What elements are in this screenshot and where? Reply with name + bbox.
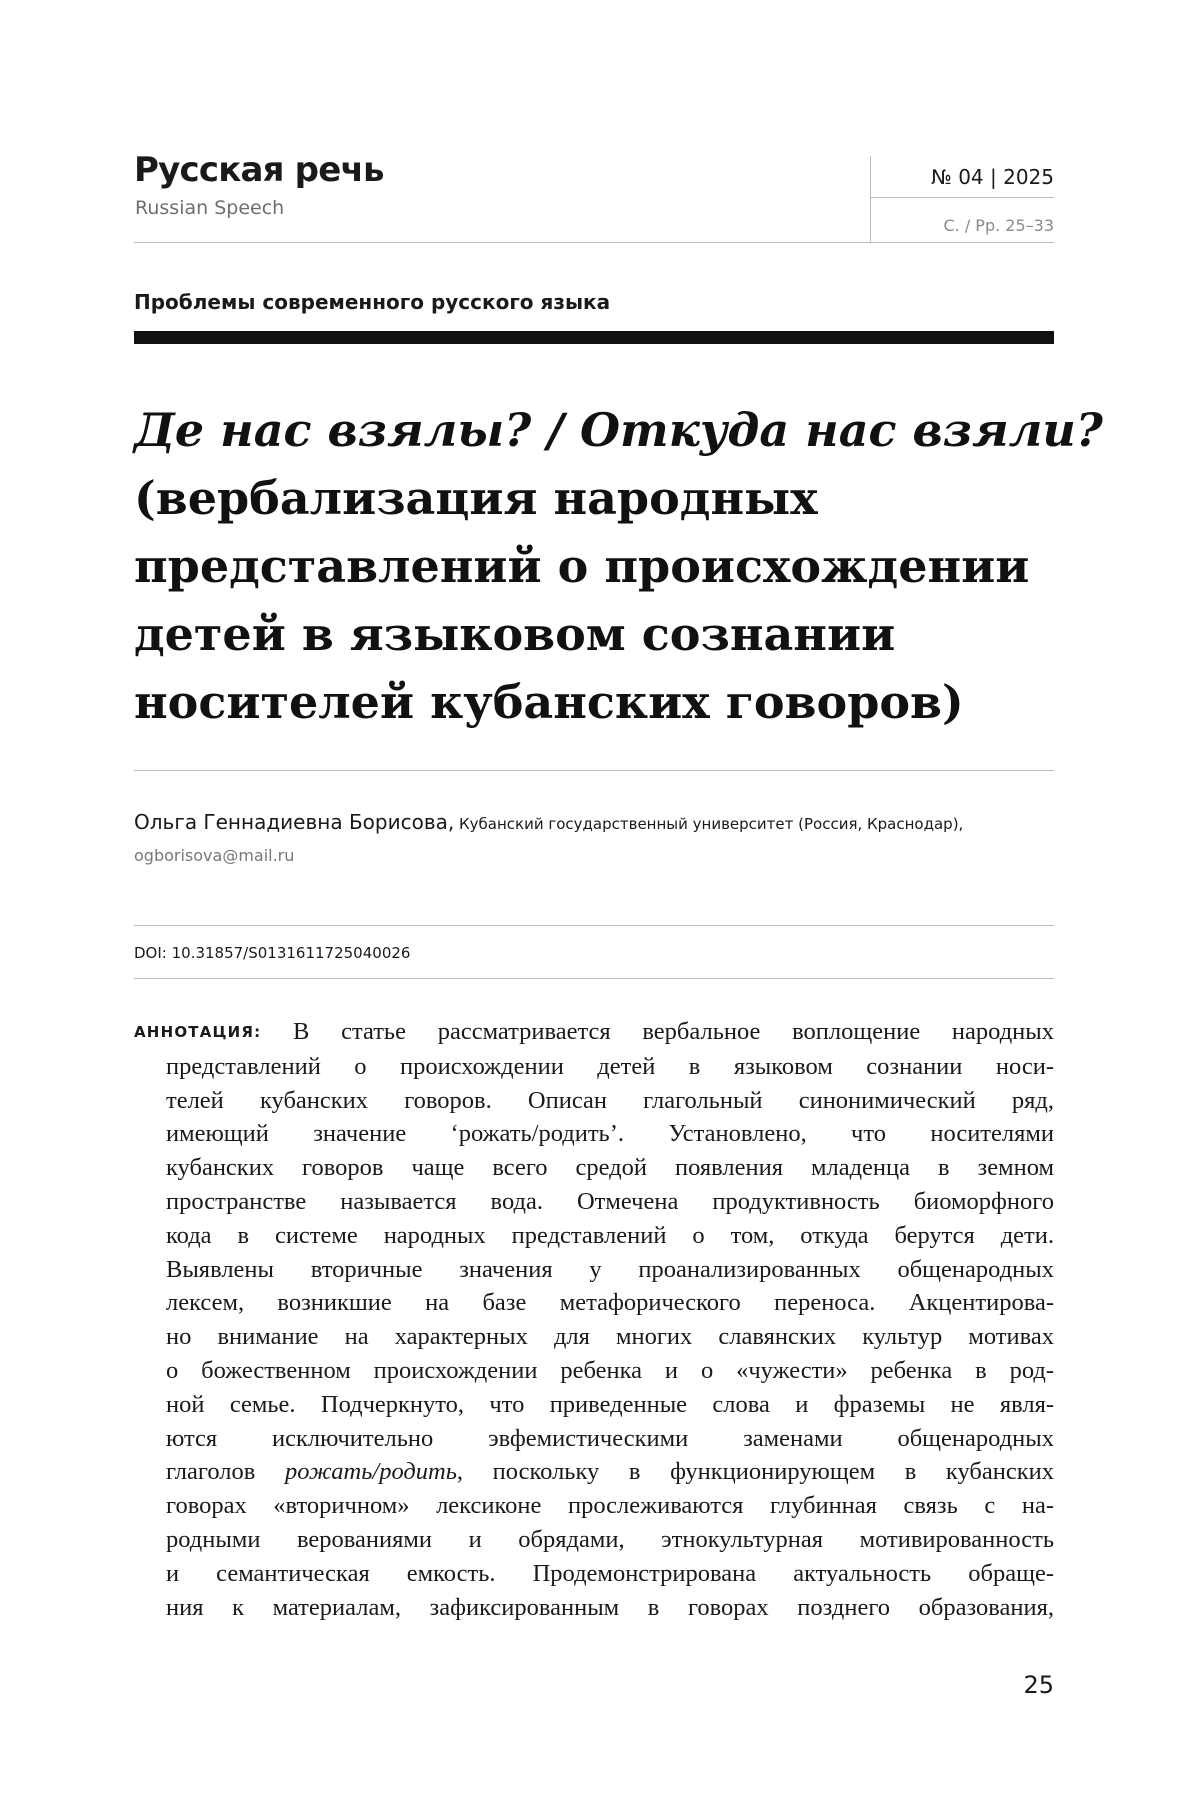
abstract-line: и семантическая емкость. Продемонстрирована актуальность обраще-	[166, 1559, 1054, 1587]
abstract	[134, 1015, 1054, 1624]
author-name: Ольга Геннадиевна Борисова,	[134, 810, 455, 834]
abstract-line	[134, 1015, 1054, 1050]
header-rule	[134, 242, 1054, 243]
abstract-italic-term: рожать/родить	[284, 1458, 457, 1486]
author-email[interactable]: ogborisova@mail.ru	[134, 846, 295, 865]
abstract-line: пространстве называется вода. Отмечена продуктивность биоморфного	[166, 1187, 1054, 1215]
abstract-line: родными верованиями и обрядами, этнокультурная мотивированность	[166, 1525, 1054, 1553]
abstract-line: представлений о происхождении детей в языковом сознании носи-	[166, 1052, 1054, 1080]
article-title-italic: Де нас взялы? / Откуда нас взяли?	[134, 403, 1103, 457]
abstract-line	[134, 1455, 1054, 1489]
abstract-line: лексем, возникшие на базе метафорического переноса. Акцентирова-	[166, 1289, 1054, 1317]
doi-rule	[134, 978, 1054, 979]
abstract-line: имеющий значение ‘рожать/родить’. Установлено, что носителями	[166, 1120, 1054, 1148]
header-divider-short	[870, 197, 1054, 198]
abstract-text: глаголов	[166, 1458, 285, 1486]
journal-title: Русская речь	[134, 150, 384, 190]
abstract-line: о божественном происхождении ребенка и о «чужести» ребенка в род-	[166, 1356, 1054, 1384]
abstract-text: В статье рассматривается вербальное воплощение народных	[261, 1018, 1054, 1045]
abstract-line: кубанских говоров чаще всего средой появления младенца в земном	[166, 1154, 1054, 1182]
abstract-line: говорах «вторичном» лексиконе прослеживаются глубинная связь с на-	[166, 1492, 1054, 1520]
doi[interactable]: DOI: 10.31857/S0131611725040026	[134, 944, 411, 962]
author-rule	[134, 925, 1054, 926]
issue-number: № 04 | 2025	[931, 165, 1054, 189]
page-range: С. / Pp. 25–33	[943, 216, 1054, 235]
article-title	[134, 396, 1103, 736]
abstract-line: ются исключительно эвфемистическими заменами общенародных	[166, 1424, 1054, 1452]
journal-subtitle: Russian Speech	[135, 197, 285, 219]
article-title-line: (вербализация народных	[134, 471, 818, 525]
abstract-line: кода в системе народных представлений о том, откуда берутся дети.	[166, 1221, 1054, 1249]
section-rule	[134, 331, 1054, 344]
author-affiliation: Кубанский государственный университет (Россия, Краснодар),	[454, 815, 964, 833]
abstract-line: ной семье. Подчеркнуто, что приведенные слова и фраземы не явля-	[166, 1390, 1054, 1418]
title-rule	[134, 770, 1054, 771]
abstract-text: , поскольку в функционирующем в кубанских	[456, 1458, 1054, 1486]
abstract-label: АННОТАЦИЯ:	[134, 1023, 262, 1041]
abstract-line: но внимание на характерных для многих славянских культур мотивах	[166, 1323, 1054, 1351]
author-line	[134, 810, 963, 834]
abstract-line: Выявлены вторичные значения у проанализированных общенародных	[166, 1255, 1054, 1283]
abstract-line: ния к материалам, зафиксированным в говорах позднего образования,	[166, 1593, 1054, 1621]
header-divider-vertical	[870, 156, 871, 242]
article-title-line: представлений о происхождении	[134, 539, 1030, 593]
section-title: Проблемы современного русского языка	[134, 290, 611, 314]
abstract-line: телей кубанских говоров. Описан глагольный синонимический ряд,	[166, 1086, 1054, 1114]
article-title-line: детей в языковом сознании	[134, 607, 896, 661]
page-number: 25	[1023, 1671, 1054, 1699]
article-title-line: носителей кубанских говоров)	[134, 675, 964, 729]
